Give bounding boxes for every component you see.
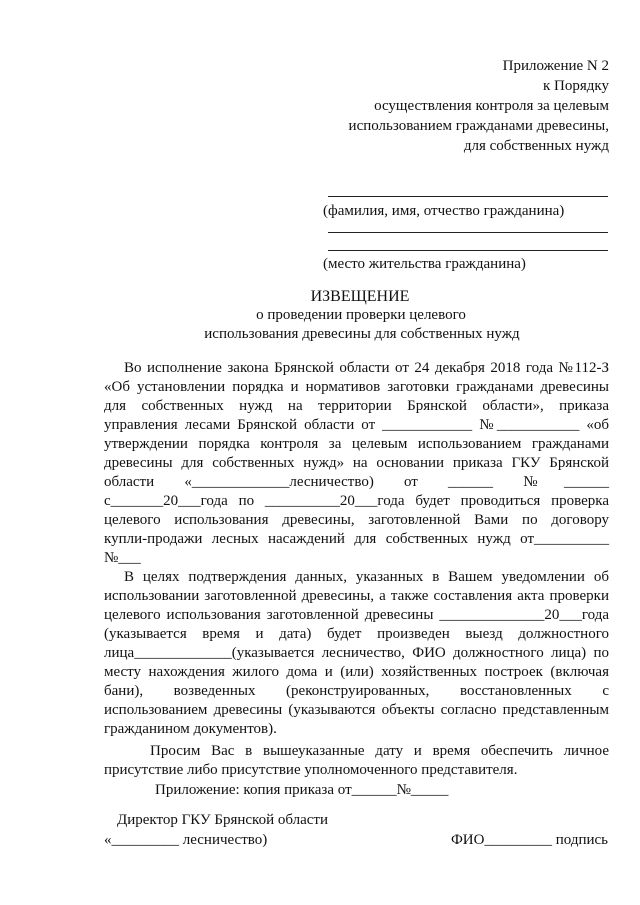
body-line: с_______20___года по __________20___года будет проводиться проверка — [104, 493, 609, 509]
body-line: №___ — [104, 550, 141, 566]
body-line: Просим Вас в вышеуказанные дату и время обеспечить личное — [150, 743, 609, 759]
notice-heading: ИЗВЕЩЕНИЕ — [310, 288, 410, 305]
name-fill-line — [328, 196, 608, 197]
director-title: Директор ГКУ Брянской области — [117, 812, 329, 828]
notice-subtitle: о проведении проверки целевого — [256, 307, 466, 323]
body-line: месту нахождения жилого дома и (или) хозяйственных построек (включая — [104, 664, 609, 680]
appendix-line: использованием гражданами древесины, — [348, 118, 609, 134]
appendix-line: осуществления контроля за целевым — [374, 98, 609, 114]
attachment-line: Приложение: копия приказа от______№_____ — [155, 782, 449, 798]
body-line: В целях подтверждения данных, указанных в Вашем уведомлении об — [124, 569, 609, 585]
fio-signature: ФИО_________ подпись — [450, 832, 608, 848]
body-line: целевого использования заготовленной древесины ______________20___года — [104, 607, 609, 623]
notice-subtitle: использования древесины для собственных нужд — [204, 326, 520, 342]
name-caption: (фамилия, имя, отчество гражданина) — [323, 203, 565, 219]
body-line: лица_____________(указывается лесничество, ФИО должностного лица) по — [104, 645, 609, 661]
body-line: области «_____________лесничество) от ______ №______ — [104, 474, 609, 490]
body-line: использованием древесины (указываются объекты согласно представленным — [104, 702, 609, 718]
residence-fill-line — [328, 250, 608, 251]
body-line: присутствие либо присутствие уполномоченного представителя. — [104, 762, 518, 778]
body-line: Во исполнение закона Брянской области от 24 декабря 2018 года №112-З — [124, 360, 609, 376]
body-line: гражданином документов). — [104, 721, 277, 737]
body-line: древесины для собственных нужд» на основании приказа ГКУ Брянской — [104, 455, 609, 471]
appendix-line: к Порядку — [543, 78, 609, 94]
residence-caption: (место жительства гражданина) — [323, 256, 526, 272]
appendix-line: для собственных нужд — [463, 138, 609, 154]
body-line: бани), возведенных (реконструированных, восстановленных с — [104, 683, 609, 699]
body-line: для собственных нужд на территории Брянской области», приказа — [104, 398, 609, 414]
body-line: управления лесами Брянской области от ____________ №___________ «об — [104, 417, 609, 433]
body-line: использовании заготовленной древесины, а также составления акта проверки — [104, 588, 609, 604]
body-line: утверждении порядка контроля за целевым использованием гражданами — [104, 436, 609, 452]
director-forestry: «_________ лесничество) — [104, 832, 268, 848]
body-line: «Об установлении порядка и нормативов заготовки гражданами древесины — [104, 379, 609, 395]
residence-fill-line — [328, 232, 608, 233]
body-line: купли-продажи лесных насаждений для собственных нужд от__________ — [104, 531, 609, 547]
body-line: (указывается время и дата) будет произведен выезд должностного — [104, 626, 609, 642]
body-line: целевого использования древесины, заготовленной Вами по договору — [104, 512, 609, 528]
appendix-title: Приложение N 2 — [502, 58, 609, 74]
